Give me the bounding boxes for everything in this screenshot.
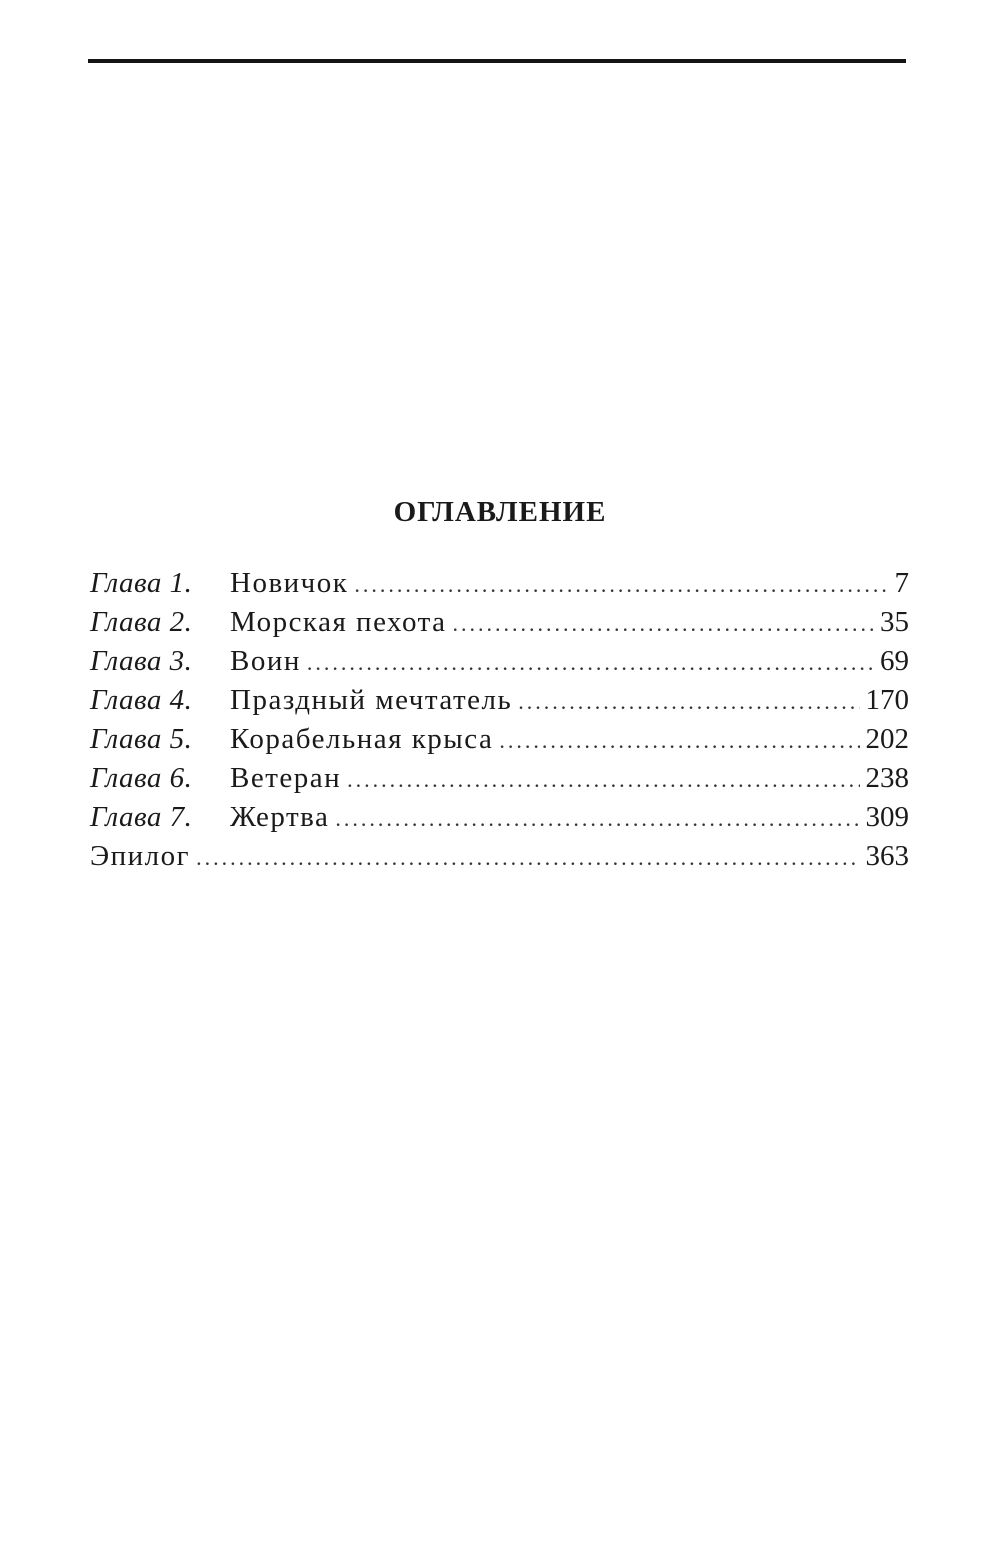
dot-leader	[499, 721, 859, 760]
dot-leader	[354, 565, 888, 604]
page-number: 363	[865, 840, 909, 872]
chapter-label: Глава 6.	[90, 762, 193, 794]
toc-entry-2	[90, 603, 909, 642]
dot-leader	[518, 682, 859, 721]
chapter-label: Глава 7.	[90, 801, 193, 833]
dot-leader	[196, 838, 859, 877]
chapter-label: Глава 2.	[90, 606, 193, 638]
toc-entry-4	[90, 681, 909, 720]
toc-entry-epilogue	[90, 837, 909, 876]
toc-entry-7	[90, 798, 909, 837]
page-number: 309	[865, 801, 909, 833]
chapter-title: Жертва	[230, 801, 330, 833]
top-rule	[88, 59, 906, 63]
chapter-label: Глава 1.	[90, 567, 193, 599]
dot-leader	[335, 799, 859, 838]
chapter-title: Ветеран	[230, 762, 342, 794]
toc-entry-5	[90, 720, 909, 759]
page-number: 69	[880, 645, 909, 677]
chapter-title: Новичок	[230, 567, 349, 599]
chapter-label: Глава 3.	[90, 645, 193, 677]
dot-leader	[307, 643, 874, 682]
chapter-title: Эпилог	[90, 840, 191, 872]
page-number: 238	[865, 762, 909, 794]
page-number: 35	[880, 606, 909, 638]
chapter-title: Корабельная крыса	[230, 723, 494, 755]
page-number: 7	[894, 567, 909, 599]
page-number: 202	[865, 723, 909, 755]
chapter-label: Глава 4.	[90, 684, 193, 716]
chapter-label: Глава 5.	[90, 723, 193, 755]
dot-leader	[347, 760, 859, 799]
chapter-title: Морская пехота	[230, 606, 447, 638]
dot-leader	[452, 604, 874, 643]
table-of-contents	[90, 564, 909, 876]
toc-entry-1	[90, 564, 909, 603]
toc-entry-6	[90, 759, 909, 798]
chapter-title: Праздный мечтатель	[230, 684, 513, 716]
toc-heading: ОГЛАВЛЕНИЕ	[393, 496, 607, 528]
toc-entry-3	[90, 642, 909, 681]
page-number: 170	[865, 684, 909, 716]
chapter-title: Воин	[230, 645, 301, 677]
